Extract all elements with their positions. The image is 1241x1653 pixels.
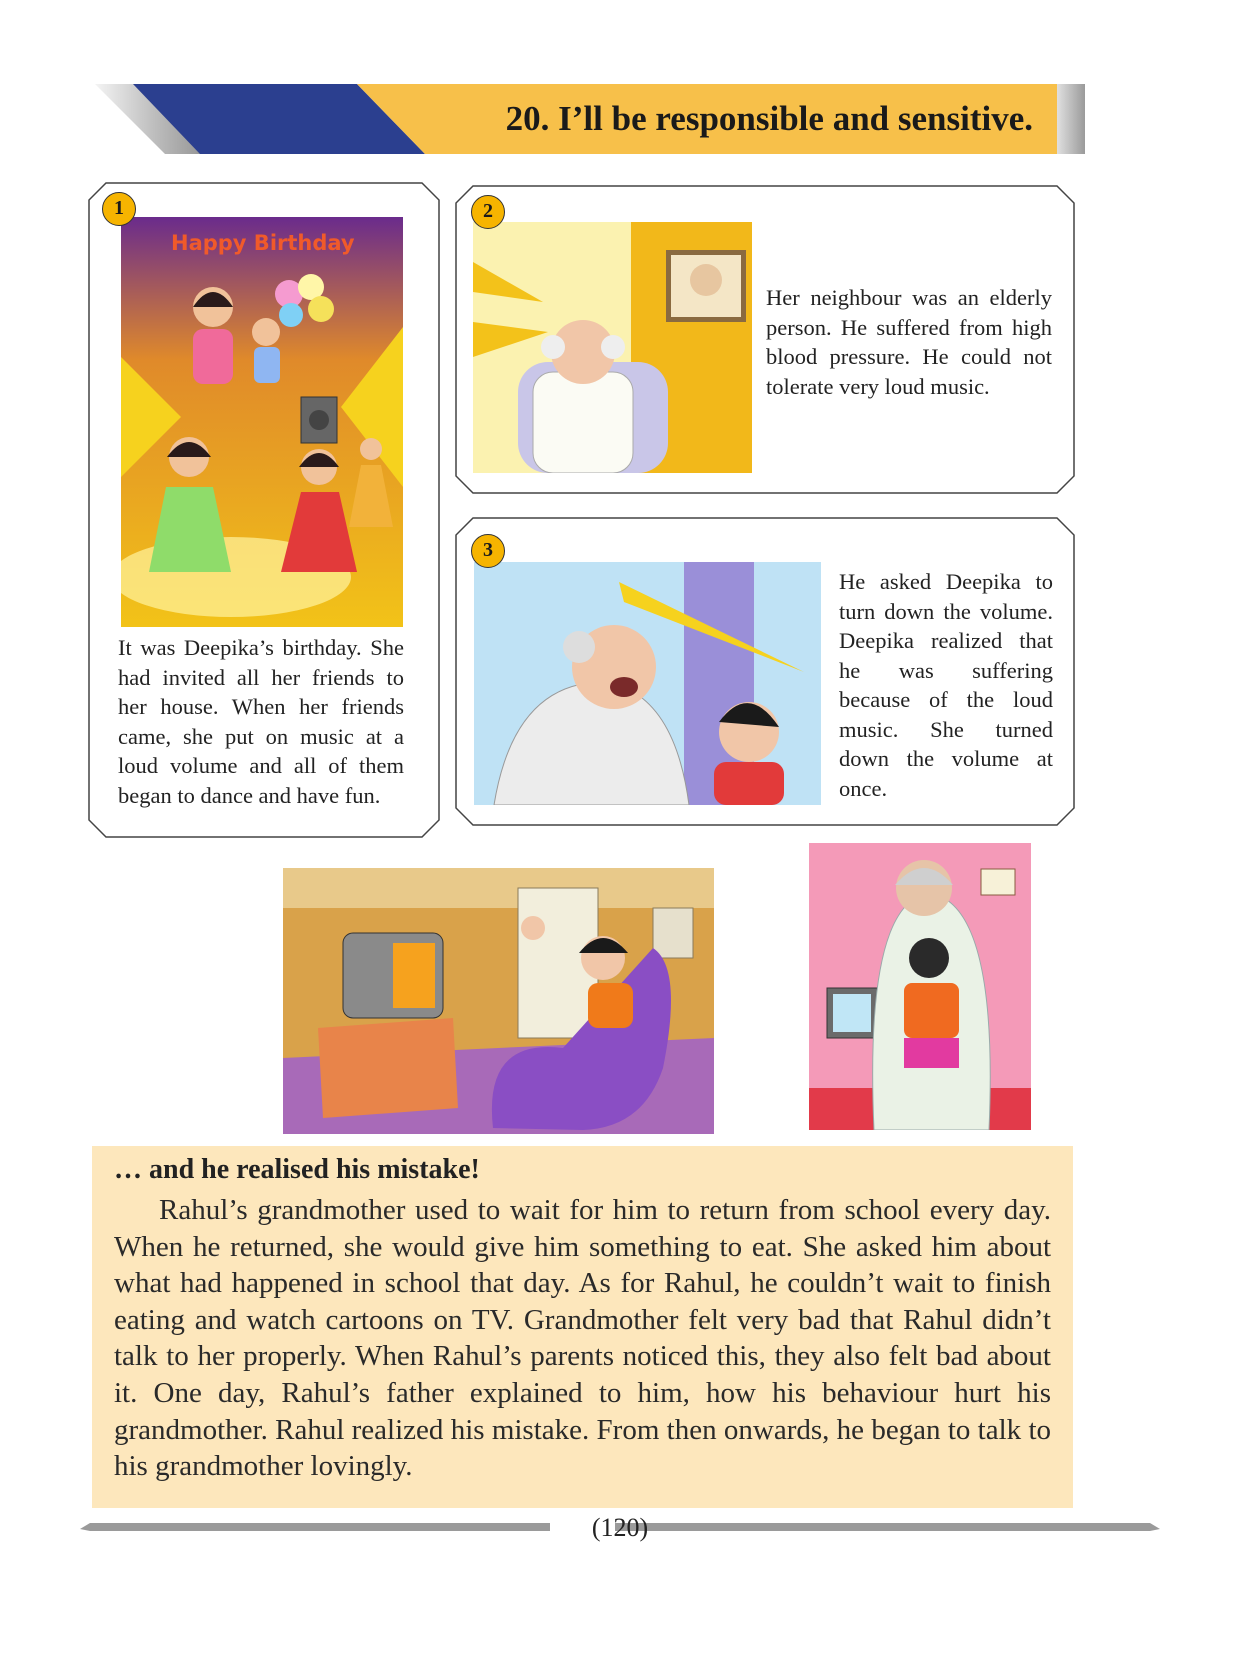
rahul-watching-tv-illustration: [283, 868, 714, 1134]
chapter-title: 20. I’ll be responsible and sensitive.: [505, 99, 1033, 138]
page-footer: [80, 1510, 1160, 1546]
panel-number-badge: 1: [102, 192, 136, 226]
panel-number-badge: 3: [471, 534, 505, 568]
story-heading: … and he realised his mistake!: [114, 1154, 480, 1185]
story-panel-3: [455, 517, 1075, 826]
panel-number-badge: 2: [471, 195, 505, 229]
panel-1-text: It was Deepika’s birthday. She had invited all her friends to her house. When her friends came, she put on music at a loud volume and all of them began to dance and have fun.: [118, 635, 404, 808]
story-box: [92, 1146, 1073, 1508]
story-panel-2: [455, 185, 1075, 494]
elderly-neighbour-illustration: [473, 222, 752, 473]
deepika-and-neighbour-illustration: [474, 562, 821, 805]
panel-2-text: Her neighbour was an elderly person. He suffered from high blood pressure. He could not tolerate very loud music.: [766, 285, 1052, 399]
story-body: Rahul’s grandmother used to wait for him to return from school every day. When he returned, she would give him something to eat. She asked him about what had happened in school that day. As for Rahul, he couldn’t wait to finish eating and watch cartoons on TV. Grandmother felt very bad that Rahul didn’t talk to her properly. When Rahul’s parents noticed this, they also felt bad about it. One day, Rahul’s father explained to him, how his behaviour hurt his grandmother. Rahul realized his mistake. From then onwards, he began to talk to his grandmother lovingly.: [114, 1194, 1051, 1483]
birthday-party-illustration: [121, 217, 403, 627]
page-number: (120): [591, 1513, 649, 1542]
grandmother-hugging-rahul-illustration: [809, 843, 1031, 1130]
panel-3-text: He asked Deepika to turn down the volume. Deepika realized that he was suffering because of the loud music. She turned down the volume at once.: [839, 569, 1053, 801]
story-panel-1: [88, 182, 440, 838]
happy-birthday-banner-text: Happy Birthday: [171, 231, 355, 255]
chapter-banner: [95, 84, 1085, 154]
